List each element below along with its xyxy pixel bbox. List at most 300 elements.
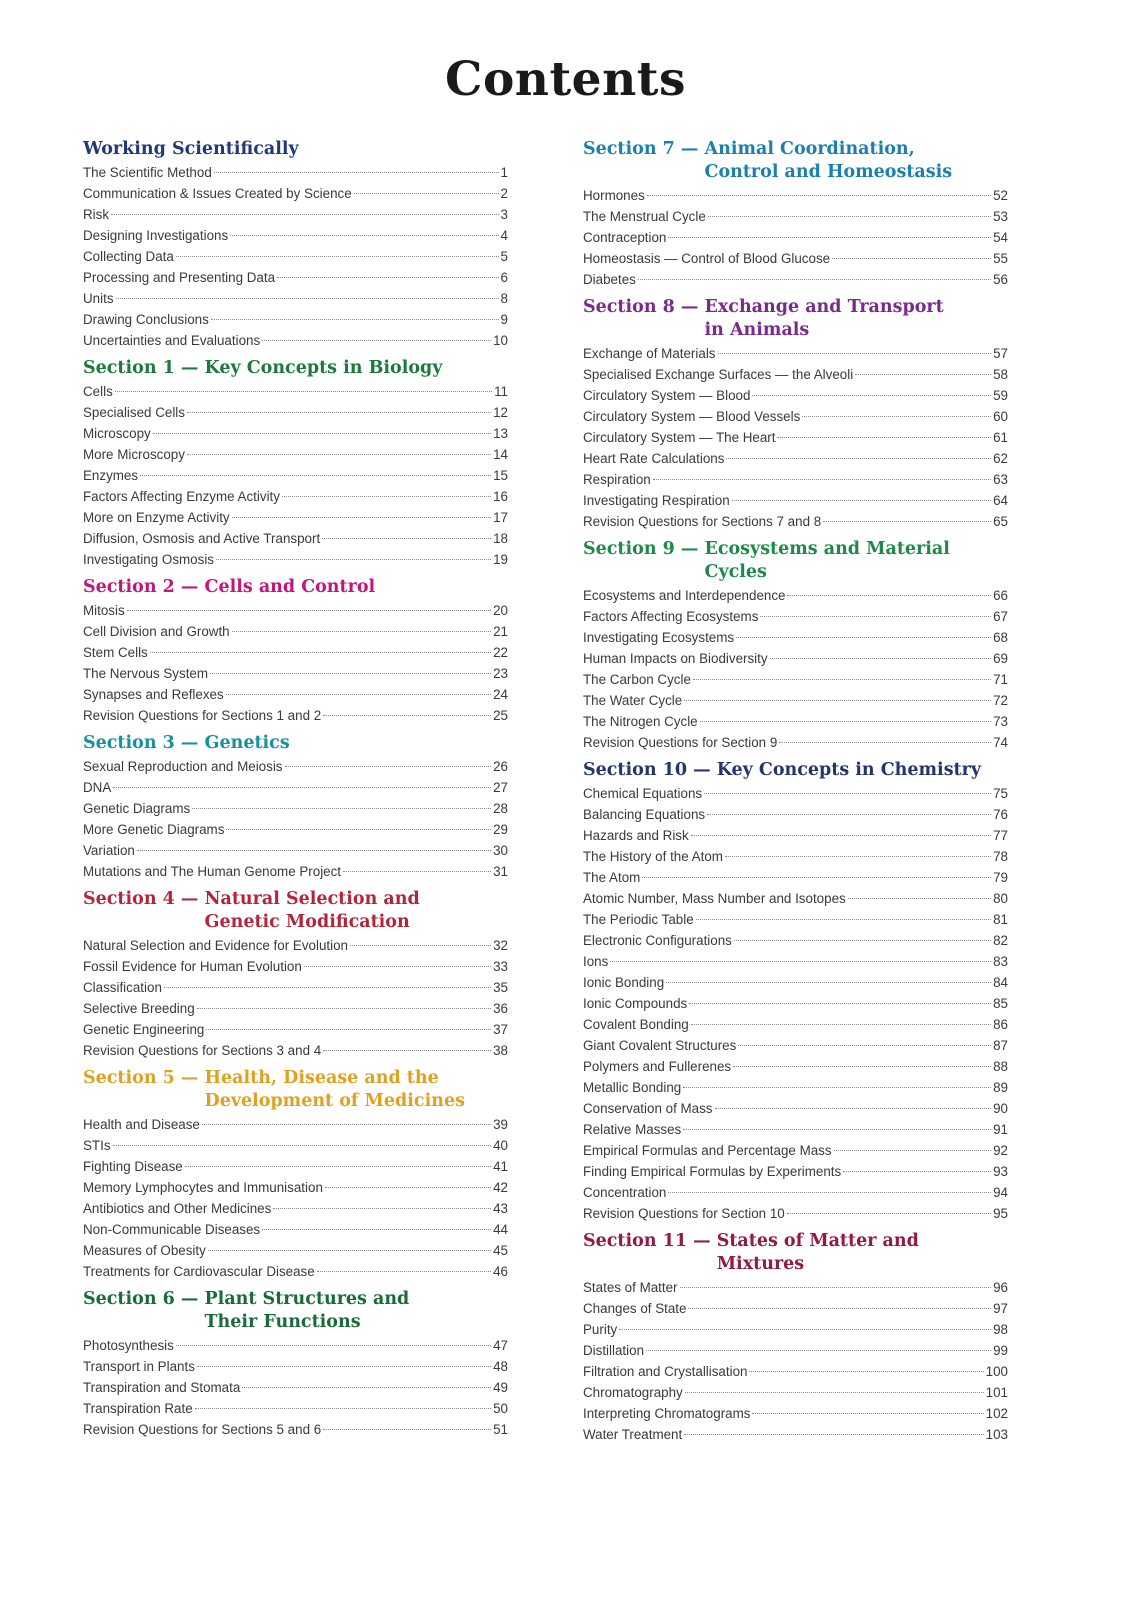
toc-entry[interactable]	[583, 1098, 1008, 1119]
toc-entry-label: Mitosis	[83, 603, 125, 618]
toc-entry-page-number: 53	[993, 209, 1008, 224]
toc-entry-page-number: 41	[493, 1159, 508, 1174]
section-heading	[583, 296, 1008, 342]
toc-entry-page-number: 6	[500, 270, 508, 285]
toc-entry-page-number: 95	[993, 1206, 1008, 1221]
contents-column-right	[583, 138, 1008, 1451]
toc-entry-label: Investigating Ecosystems	[583, 630, 735, 645]
toc-entry-label: Conservation of Mass	[583, 1101, 713, 1116]
section-heading-title: Exchange and Transport in Animals	[704, 297, 944, 340]
toc-entry-label: Cell Division and Growth	[83, 624, 230, 639]
toc-entry-page-number: 27	[493, 780, 508, 795]
section-heading	[583, 538, 1008, 584]
toc-entry[interactable]	[83, 798, 508, 819]
section-heading-prefix: Section 7 —	[583, 139, 705, 159]
toc-entry[interactable]	[583, 867, 1008, 888]
toc-entry-label: Non-Communicable Diseases	[83, 1222, 261, 1237]
section-heading-title: Genetics	[204, 733, 290, 753]
toc-entry-page-number: 51	[493, 1422, 508, 1437]
toc-entry-page-number: 74	[993, 735, 1008, 750]
dot-leader	[226, 829, 491, 830]
toc-entry[interactable]	[583, 1403, 1008, 1424]
toc-entry[interactable]	[583, 711, 1008, 732]
toc-entry-label: Fighting Disease	[83, 1159, 183, 1174]
toc-entry[interactable]	[583, 385, 1008, 406]
toc-entry-page-number: 18	[493, 531, 508, 546]
dot-leader	[262, 340, 491, 341]
toc-entry[interactable]	[583, 206, 1008, 227]
toc-entry-page-number: 43	[493, 1201, 508, 1216]
toc-entry-page-number: 81	[993, 912, 1008, 927]
toc-entry-page-number: 87	[993, 1038, 1008, 1053]
contents-section	[583, 138, 1008, 290]
toc-entry[interactable]	[83, 756, 508, 777]
toc-entry-label: Revision Questions for Sections 5 and 6	[83, 1422, 322, 1437]
toc-entry-label: Hormones	[583, 188, 645, 203]
toc-entry[interactable]	[83, 819, 508, 840]
dot-leader	[116, 298, 499, 299]
toc-entry-page-number: 85	[993, 996, 1008, 1011]
toc-entry-label: Factors Affecting Enzyme Activity	[83, 489, 280, 504]
dot-leader	[210, 673, 491, 674]
dot-leader	[354, 193, 499, 194]
toc-entry[interactable]	[83, 528, 508, 549]
toc-entry-label: Ionic Bonding	[583, 975, 665, 990]
toc-entry-page-number: 9	[500, 312, 508, 327]
toc-entry[interactable]	[583, 732, 1008, 753]
toc-entry-label: Hazards and Risk	[583, 828, 689, 843]
contents-section	[583, 1230, 1008, 1445]
toc-entry[interactable]	[83, 444, 508, 465]
toc-entry-label: Ecosystems and Interdependence	[583, 588, 786, 603]
toc-entry[interactable]	[583, 1319, 1008, 1340]
dot-leader	[232, 631, 491, 632]
toc-entry[interactable]	[583, 585, 1008, 606]
dot-leader	[185, 1166, 491, 1167]
toc-entry[interactable]	[83, 642, 508, 663]
dot-leader	[832, 258, 991, 259]
toc-entry-label: Cells	[83, 384, 113, 399]
section-heading	[83, 1288, 508, 1334]
toc-entry[interactable]	[583, 1182, 1008, 1203]
section-heading	[83, 888, 508, 934]
dot-leader	[214, 172, 499, 173]
dot-leader	[653, 479, 991, 480]
toc-entry-page-number: 68	[993, 630, 1008, 645]
dot-leader	[176, 256, 499, 257]
toc-entry-page-number: 49	[493, 1380, 508, 1395]
toc-entry[interactable]	[83, 1261, 508, 1282]
toc-entry[interactable]	[83, 1398, 508, 1419]
dot-leader	[777, 437, 991, 438]
toc-entry[interactable]	[583, 1035, 1008, 1056]
toc-entry[interactable]	[583, 783, 1008, 804]
contents-section	[583, 759, 1008, 1224]
toc-entry[interactable]	[83, 204, 508, 225]
toc-entry-label: Circulatory System — Blood	[583, 388, 751, 403]
dot-leader	[230, 235, 498, 236]
toc-entry[interactable]	[83, 1114, 508, 1135]
dot-leader	[689, 1003, 991, 1004]
toc-entry-page-number: 65	[993, 514, 1008, 529]
dot-leader	[732, 500, 991, 501]
toc-entry-label: The Carbon Cycle	[583, 672, 691, 687]
toc-entry[interactable]	[83, 684, 508, 705]
toc-entry[interactable]	[83, 309, 508, 330]
section-heading-prefix: Section 3 —	[83, 733, 205, 753]
toc-entry-label: Water Treatment	[583, 1427, 683, 1442]
toc-entry[interactable]	[83, 1377, 508, 1398]
dot-leader	[282, 496, 491, 497]
dot-leader	[113, 1145, 492, 1146]
toc-entry-page-number: 4	[500, 228, 508, 243]
toc-entry-label: Respiration	[583, 472, 651, 487]
toc-entry-label: Diabetes	[583, 272, 636, 287]
dot-leader	[325, 1187, 491, 1188]
dot-leader	[718, 353, 992, 354]
toc-entry[interactable]	[583, 993, 1008, 1014]
dot-leader	[647, 195, 991, 196]
toc-entry-page-number: 91	[993, 1122, 1008, 1137]
toc-entry-page-number: 16	[493, 489, 508, 504]
toc-entry[interactable]	[83, 777, 508, 798]
toc-entry-page-number: 42	[493, 1180, 508, 1195]
dot-leader	[704, 793, 991, 794]
toc-entry-page-number: 73	[993, 714, 1008, 729]
page-title: Contents	[445, 52, 686, 107]
toc-entry-page-number: 54	[993, 230, 1008, 245]
toc-entry[interactable]	[83, 998, 508, 1019]
toc-entry[interactable]	[83, 1335, 508, 1356]
toc-entry-page-number: 89	[993, 1080, 1008, 1095]
toc-entry-label: Chemical Equations	[583, 786, 703, 801]
dot-leader	[211, 319, 499, 320]
toc-entry-label: Collecting Data	[83, 249, 174, 264]
toc-entry-label: Genetic Diagrams	[83, 801, 191, 816]
dot-leader	[195, 1408, 491, 1409]
toc-entry[interactable]	[83, 840, 508, 861]
dot-leader	[164, 987, 491, 988]
toc-entry-label: Concentration	[583, 1185, 667, 1200]
dot-leader	[734, 940, 991, 941]
toc-entry[interactable]	[583, 1203, 1008, 1224]
toc-entry[interactable]	[583, 804, 1008, 825]
toc-entry-page-number: 79	[993, 870, 1008, 885]
dot-leader	[848, 898, 991, 899]
toc-entry-label: Uncertainties and Evaluations	[83, 333, 261, 348]
toc-entry-label: Covalent Bonding	[583, 1017, 689, 1032]
toc-entry[interactable]	[83, 977, 508, 998]
toc-entry[interactable]	[83, 288, 508, 309]
toc-entry-label: Drawing Conclusions	[83, 312, 209, 327]
toc-entry-page-number: 61	[993, 430, 1008, 445]
toc-entry[interactable]	[83, 225, 508, 246]
toc-entry[interactable]	[583, 1119, 1008, 1140]
toc-entry[interactable]	[83, 330, 508, 351]
toc-entry[interactable]	[83, 956, 508, 977]
dot-leader	[137, 850, 491, 851]
toc-entry-label: Revision Questions for Sections 7 and 8	[583, 514, 822, 529]
toc-entry[interactable]	[583, 930, 1008, 951]
dot-leader	[725, 856, 991, 857]
toc-entry[interactable]	[583, 1298, 1008, 1319]
toc-entry[interactable]	[583, 343, 1008, 364]
toc-entry[interactable]	[83, 1156, 508, 1177]
contents-section	[83, 576, 508, 726]
toc-entry-page-number: 86	[993, 1017, 1008, 1032]
dot-leader	[752, 395, 991, 396]
dot-leader	[202, 1124, 491, 1125]
dot-leader	[262, 1229, 491, 1230]
toc-entry[interactable]	[83, 705, 508, 726]
toc-entry-label: Fossil Evidence for Human Evolution	[83, 959, 302, 974]
toc-entry[interactable]	[83, 423, 508, 444]
dot-leader	[684, 700, 991, 701]
toc-entry[interactable]	[83, 402, 508, 423]
toc-entry[interactable]	[83, 1240, 508, 1261]
toc-entry-page-number: 20	[493, 603, 508, 618]
toc-entry-page-number: 94	[993, 1185, 1008, 1200]
dot-leader	[688, 1308, 991, 1309]
toc-entry[interactable]	[83, 507, 508, 528]
dot-leader	[343, 871, 491, 872]
toc-entry-label: Microscopy	[83, 426, 151, 441]
toc-entry[interactable]	[583, 427, 1008, 448]
toc-entry[interactable]	[83, 486, 508, 507]
toc-entry-label: Distillation	[583, 1343, 645, 1358]
toc-entry-label: Ionic Compounds	[583, 996, 688, 1011]
dot-leader	[666, 982, 991, 983]
toc-entry[interactable]	[583, 269, 1008, 290]
toc-entry[interactable]	[583, 248, 1008, 269]
toc-entry[interactable]	[583, 888, 1008, 909]
section-heading-title: Natural Selection and Genetic Modification	[204, 889, 420, 932]
contents-section	[83, 888, 508, 1061]
toc-entry[interactable]	[583, 648, 1008, 669]
toc-entry-page-number: 13	[493, 426, 508, 441]
toc-entry[interactable]	[83, 663, 508, 684]
toc-entry[interactable]	[83, 1019, 508, 1040]
toc-entry-page-number: 48	[493, 1359, 508, 1374]
toc-entry[interactable]	[583, 1424, 1008, 1445]
toc-entry[interactable]	[83, 1419, 508, 1440]
dot-leader	[683, 1087, 991, 1088]
toc-entry[interactable]	[83, 935, 508, 956]
toc-entry[interactable]	[583, 669, 1008, 690]
dot-leader	[696, 919, 991, 920]
toc-entry[interactable]	[583, 825, 1008, 846]
toc-entry[interactable]	[583, 1014, 1008, 1035]
toc-entry-page-number: 75	[993, 786, 1008, 801]
toc-entry-page-number: 84	[993, 975, 1008, 990]
dot-leader	[708, 216, 991, 217]
toc-entry[interactable]	[583, 406, 1008, 427]
dot-leader	[187, 454, 491, 455]
toc-entry-page-number: 100	[985, 1364, 1008, 1379]
toc-entry-label: Transport in Plants	[83, 1359, 195, 1374]
toc-entry[interactable]	[583, 490, 1008, 511]
section-heading	[83, 357, 508, 380]
dot-leader	[277, 277, 499, 278]
dot-leader	[206, 1029, 491, 1030]
toc-entry-page-number: 59	[993, 388, 1008, 403]
toc-entry[interactable]	[83, 162, 508, 183]
toc-entry[interactable]	[583, 1361, 1008, 1382]
toc-entry-label: Purity	[583, 1322, 618, 1337]
toc-entry-label: Memory Lymphocytes and Immunisation	[83, 1180, 323, 1195]
dot-leader	[733, 1066, 991, 1067]
dot-leader	[802, 416, 991, 417]
toc-entry[interactable]	[583, 1340, 1008, 1361]
toc-entry-label: Communication & Issues Created by Science	[83, 186, 352, 201]
toc-entry-page-number: 60	[993, 409, 1008, 424]
toc-entry-page-number: 19	[493, 552, 508, 567]
toc-entry[interactable]	[83, 861, 508, 882]
toc-entry-label: More Genetic Diagrams	[83, 822, 225, 837]
dot-leader	[760, 616, 991, 617]
toc-entry-label: The Nitrogen Cycle	[583, 714, 698, 729]
toc-entry[interactable]	[83, 600, 508, 621]
dot-leader	[322, 538, 491, 539]
toc-entry-label: Filtration and Crystallisation	[583, 1364, 748, 1379]
toc-entry[interactable]	[83, 1356, 508, 1377]
toc-entry[interactable]	[83, 1177, 508, 1198]
dot-leader	[749, 1371, 983, 1372]
section-heading	[583, 759, 1008, 782]
dot-leader	[770, 658, 992, 659]
toc-entry[interactable]	[583, 469, 1008, 490]
dot-leader	[111, 214, 499, 215]
toc-entry[interactable]	[583, 1382, 1008, 1403]
toc-entry[interactable]	[583, 1056, 1008, 1077]
toc-entry[interactable]	[83, 267, 508, 288]
toc-entry-label: The Scientific Method	[83, 165, 212, 180]
toc-entry[interactable]	[83, 246, 508, 267]
toc-entry[interactable]	[83, 381, 508, 402]
toc-entry[interactable]	[583, 1277, 1008, 1298]
toc-entry-label: Revision Questions for Sections 3 and 4	[83, 1043, 322, 1058]
toc-entry-page-number: 62	[993, 451, 1008, 466]
toc-entry-label: Specialised Cells	[83, 405, 185, 420]
toc-entry-page-number: 69	[993, 651, 1008, 666]
toc-entry[interactable]	[583, 364, 1008, 385]
toc-entry-label: Exchange of Materials	[583, 346, 716, 361]
toc-entry-label: Processing and Presenting Data	[83, 270, 276, 285]
toc-entry[interactable]	[83, 1040, 508, 1061]
dot-leader	[646, 1350, 991, 1351]
toc-entry-page-number: 71	[993, 672, 1008, 687]
toc-entry-label: More Microscopy	[83, 447, 185, 462]
dot-leader	[216, 559, 491, 560]
dot-leader	[752, 1413, 983, 1414]
toc-entry-label: Revision Questions for Sections 1 and 2	[83, 708, 322, 723]
dot-leader	[153, 433, 491, 434]
toc-entry[interactable]	[583, 846, 1008, 867]
toc-entry[interactable]	[583, 1077, 1008, 1098]
toc-entry-label: The Periodic Table	[583, 912, 694, 927]
toc-entry-label: Transpiration and Stomata	[83, 1380, 241, 1395]
toc-entry[interactable]	[583, 1140, 1008, 1161]
toc-entry-label: Measures of Obesity	[83, 1243, 206, 1258]
toc-entry-page-number: 29	[493, 822, 508, 837]
dot-leader	[715, 1108, 992, 1109]
toc-entry[interactable]	[583, 972, 1008, 993]
toc-entry[interactable]	[583, 511, 1008, 532]
toc-entry[interactable]	[83, 549, 508, 570]
toc-entry[interactable]	[583, 606, 1008, 627]
toc-entry[interactable]	[83, 1135, 508, 1156]
toc-entry[interactable]	[583, 185, 1008, 206]
toc-entry-page-number: 63	[993, 472, 1008, 487]
toc-entry-label: Relative Masses	[583, 1122, 682, 1137]
section-heading-prefix: Section 11 —	[583, 1231, 717, 1251]
toc-entry[interactable]	[583, 1161, 1008, 1182]
dot-leader	[350, 945, 491, 946]
toc-entry-label: Selective Breeding	[83, 1001, 195, 1016]
toc-entry-label: Stem Cells	[83, 645, 148, 660]
toc-entry[interactable]	[583, 909, 1008, 930]
toc-entry-page-number: 93	[993, 1164, 1008, 1179]
toc-entry-label: Polymers and Fullerenes	[583, 1059, 732, 1074]
toc-entry-label: Diffusion, Osmosis and Active Transport	[83, 531, 321, 546]
toc-entry-page-number: 64	[993, 493, 1008, 508]
toc-entry-page-number: 23	[493, 666, 508, 681]
toc-entry-page-number: 22	[493, 645, 508, 660]
toc-entry[interactable]	[83, 1198, 508, 1219]
dot-leader	[113, 787, 491, 788]
toc-entry-page-number: 44	[493, 1222, 508, 1237]
section-heading-prefix: Section 8 —	[583, 297, 705, 317]
toc-entry-label: Health and Disease	[83, 1117, 200, 1132]
toc-entry-page-number: 5	[500, 249, 508, 264]
dot-leader	[691, 1024, 991, 1025]
toc-entry[interactable]	[583, 227, 1008, 248]
toc-entry-label: Empirical Formulas and Percentage Mass	[583, 1143, 832, 1158]
toc-entry-label: Variation	[83, 843, 135, 858]
toc-entry-label: The History of the Atom	[583, 849, 723, 864]
toc-entry[interactable]	[583, 448, 1008, 469]
dot-leader	[668, 1192, 991, 1193]
contents-section	[583, 296, 1008, 532]
toc-entry[interactable]	[583, 627, 1008, 648]
toc-entry[interactable]	[83, 183, 508, 204]
toc-entry[interactable]	[83, 465, 508, 486]
toc-entry-page-number: 88	[993, 1059, 1008, 1074]
toc-entry-label: The Atom	[583, 870, 641, 885]
toc-entry-label: DNA	[83, 780, 112, 795]
toc-entry[interactable]	[583, 951, 1008, 972]
toc-entry-page-number: 52	[993, 188, 1008, 203]
dot-leader	[323, 1429, 491, 1430]
contents-section	[83, 138, 508, 351]
toc-entry-label: Units	[83, 291, 114, 306]
dot-leader	[187, 412, 491, 413]
toc-entry-page-number: 90	[993, 1101, 1008, 1116]
toc-entry-page-number: 24	[493, 687, 508, 702]
toc-entry[interactable]	[83, 1219, 508, 1240]
toc-entry-label: Chromatography	[583, 1385, 683, 1400]
toc-entry-page-number: 67	[993, 609, 1008, 624]
toc-entry-page-number: 83	[993, 954, 1008, 969]
toc-entry[interactable]	[583, 690, 1008, 711]
toc-entry-label: STIs	[83, 1138, 111, 1153]
dot-leader	[684, 1434, 983, 1435]
toc-entry-page-number: 11	[494, 384, 508, 399]
toc-entry-page-number: 30	[493, 843, 508, 858]
dot-leader	[140, 475, 491, 476]
toc-entry[interactable]	[83, 621, 508, 642]
toc-entry-label: Risk	[83, 207, 110, 222]
